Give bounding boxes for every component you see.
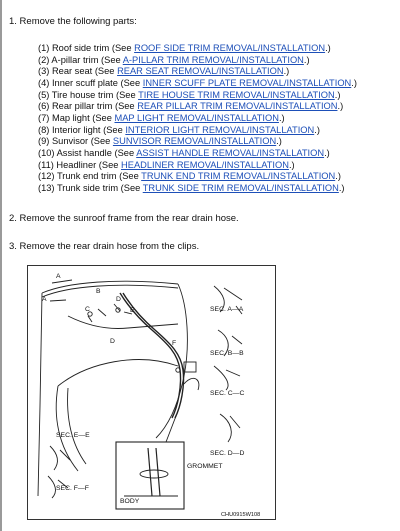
trunk-side-trim-link[interactable]: TRUNK SIDE TRIM REMOVAL/INSTALLATION (142, 182, 339, 193)
section-c-label: SEC. C—C (210, 390, 245, 397)
section-f-label: SEC. F—F (56, 485, 89, 492)
section-e-shape (50, 446, 70, 470)
list-item: (9) Sunvisor (See SUNVISOR REMOVAL/INSTALLATION.) (38, 136, 282, 147)
list-item: (4) Inner scuff plate (See INNER SCUFF PLATE REMOVAL/INSTALLATION.) (38, 77, 357, 88)
label-f: F (172, 340, 177, 347)
map-light-link[interactable]: MAP LIGHT REMOVAL/INSTALLATION (114, 112, 279, 123)
label-e: E (130, 307, 135, 314)
section-b-label: SEC. B—B (210, 350, 244, 357)
a-pillar-trim-link[interactable]: A-PILLAR TRIM REMOVAL/INSTALLATION (122, 54, 304, 65)
list-item: (8) Interior light (See INTERIOR LIGHT REMOVAL/INSTALLATION.) (38, 124, 320, 135)
list-item: (1) Roof side trim (See ROOF SIDE TRIM REMOVAL/INSTALLATION.) (38, 43, 331, 53)
label-d-lower: D (110, 338, 115, 345)
figure-code: CHU0915W108 (221, 512, 261, 518)
step-1-text: 1. Remove the following parts: (9, 16, 137, 27)
arrow-a-top (52, 280, 72, 283)
rear-seat-link[interactable]: REAR SEAT REMOVAL/INSTALLATION (117, 66, 284, 77)
list-item: (7) Map light (See MAP LIGHT REMOVAL/INSTALLATION.) (38, 112, 285, 123)
arrow-c (88, 316, 92, 322)
sunvisor-link[interactable]: SUNVISOR REMOVAL/INSTALLATION (112, 136, 277, 147)
trunk-end-trim-link[interactable]: TRUNK END TRIM REMOVAL/INSTALLATION (141, 171, 336, 182)
clip-f-bracket (184, 378, 199, 390)
arrow-b (98, 309, 106, 316)
headliner-link[interactable]: HEADLINER REMOVAL/INSTALLATION (121, 159, 289, 170)
interior-light-link[interactable]: INTERIOR LIGHT REMOVAL/INSTALLATION (125, 124, 315, 135)
assist-handle-link[interactable]: ASSIST HANDLE REMOVAL/INSTALLATION (136, 147, 325, 158)
inner-scuff-plate-link[interactable]: INNER SCUFF PLATE REMOVAL/INSTALLATION (142, 77, 352, 88)
label-b: B (96, 288, 101, 295)
grommet (140, 470, 168, 478)
body-label: BODY (120, 498, 140, 505)
tire-house-arch-inner (68, 388, 86, 464)
list-item: (2) A-pillar trim (See A-PILLAR TRIM REMOVAL/INSTALLATION.) (38, 54, 310, 65)
label-c: C (85, 306, 90, 313)
section-d-label: SEC. D—D (210, 450, 245, 457)
section-d-shape (220, 414, 240, 442)
left-frame-edge (0, 0, 2, 531)
roof-side-trim-link[interactable]: ROOF SIDE TRIM REMOVAL/INSTALLATION (134, 43, 326, 53)
grommet-hose (148, 448, 160, 496)
detail-pointer (166, 416, 176, 442)
list-item: (11) Headliner (See HEADLINER REMOVAL/INSTALLATION.) (38, 159, 295, 170)
list-item: (3) Rear seat (See REAR SEAT REMOVAL/INSTALLATION.) (38, 66, 290, 77)
label-d-top: D (116, 296, 121, 303)
tire-house-trim-link[interactable]: TIRE HOUSE TRIM REMOVAL/INSTALLATION (138, 89, 335, 100)
arrow-d (114, 304, 120, 311)
list-item: (12) Trunk end trim (See TRUNK END TRIM REMOVAL/INSTALLATION.) (38, 171, 341, 182)
body-left-edge (38, 293, 42, 496)
list-item: (6) Rear pillar trim (See REAR PILLAR TRIM REMOVAL/INSTALLATION.) (38, 101, 344, 112)
arrow-a-left (50, 300, 66, 301)
grommet-label: GROMMET (187, 463, 223, 470)
rear-pillar-trim-link[interactable]: REAR PILLAR TRIM REMOVAL/INSTALLATION (137, 101, 338, 112)
list-item: (5) Tire house trim (See TIRE HOUSE TRIM REMOVAL/INSTALLATION.) (38, 89, 341, 100)
tire-house-arch-top (58, 360, 178, 386)
parts-list (38, 43, 357, 195)
section-c-shape (214, 366, 240, 390)
label-a-top: A (56, 273, 61, 280)
label-a-left: A (42, 296, 47, 303)
tire-house-arch (56, 386, 78, 471)
step-2-text: 2. Remove the sunroof frame from the rear drain hose. (9, 213, 239, 224)
drain-hose-diagram (27, 265, 276, 520)
step-3-text: 3. Remove the rear drain hose from the clips. (9, 241, 200, 252)
section-e-label: SEC. E—E (56, 432, 90, 439)
section-a-label: SEC. A—A (210, 306, 244, 313)
headliner-line (68, 316, 178, 329)
list-item: (13) Trunk side trim (See TRUNK SIDE TRIM REMOVAL/INSTALLATION.) (38, 182, 345, 193)
list-item: (10) Assist handle (See ASSIST HANDLE REMOVAL/INSTALLATION.) (38, 147, 330, 158)
